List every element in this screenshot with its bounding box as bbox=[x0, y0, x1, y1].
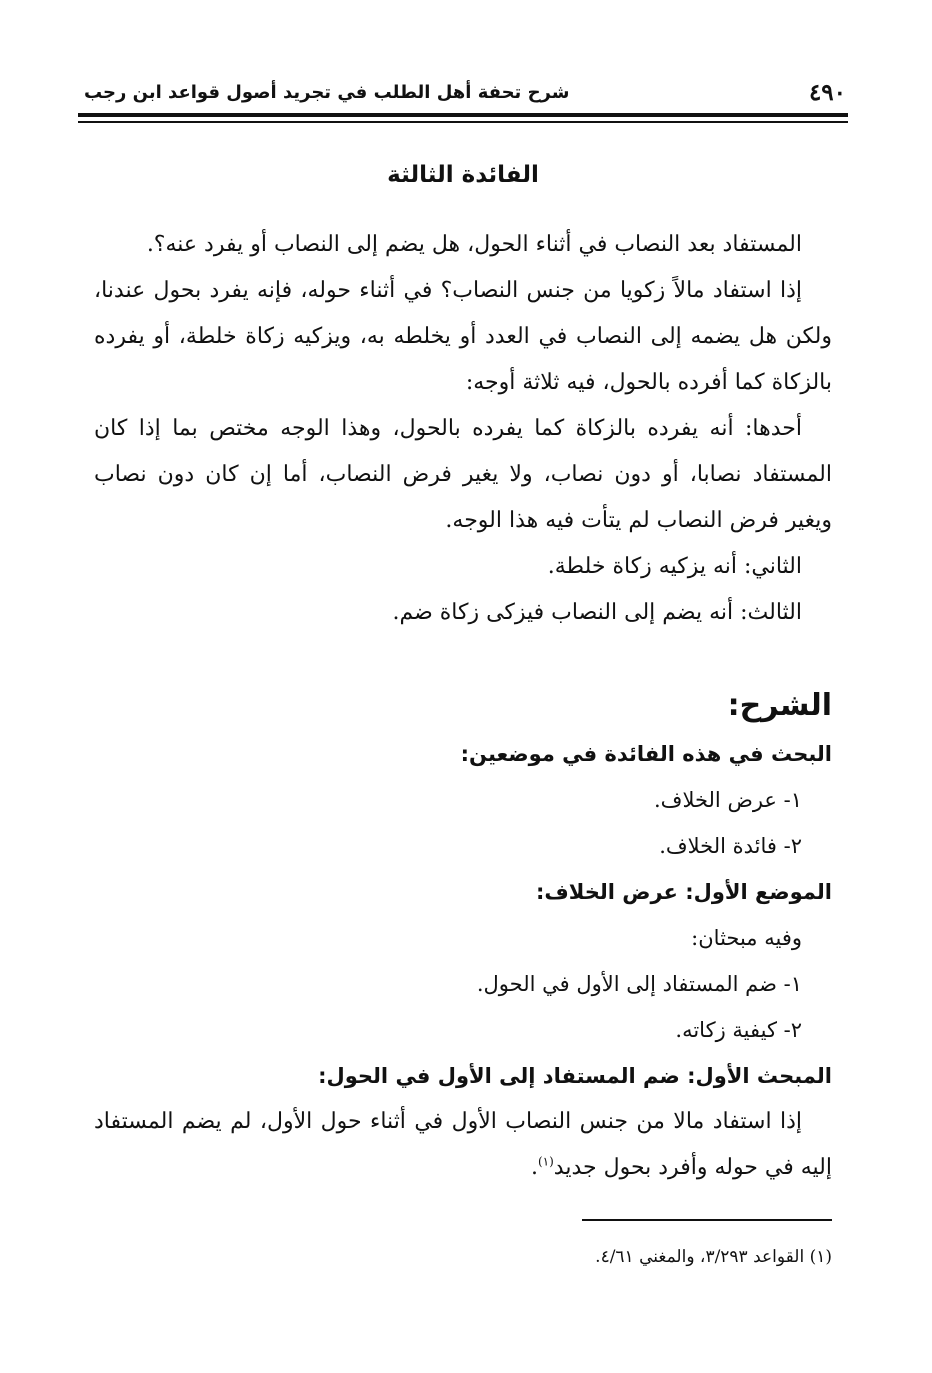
sub-intro: وفيه مبحثان: bbox=[691, 926, 802, 950]
subtopic-item: ١- ضم المستفاد إلى الأول في الحول. bbox=[476, 972, 802, 996]
intro-paragraph: إذا استفاد مالاً زكويا من جنس النصاب؟ في أثناء حوله، فإنه يفرد بحول عندنا، ولكن هل يضمه إلى النصاب في العدد أو يخلطه به، ويزكيه زكاة خلطة، أو يفرده بالزكاة كما أفرده بالحول، فيه ثلاثة أوجه: bbox=[94, 278, 832, 395]
first-topic-heading: الموضع الأول: عرض الخلاف: bbox=[535, 880, 832, 904]
footnote-marker: (١) bbox=[537, 1154, 554, 1169]
subtopic-item: ٢- كيفية زكاته. bbox=[675, 1018, 802, 1042]
header-rule-thin bbox=[78, 121, 848, 123]
page-header bbox=[84, 78, 846, 106]
first-sub-heading: المبحث الأول: ضم المستفاد إلى الأول في الحول: bbox=[318, 1064, 832, 1088]
section-title: الفائدة الثالثة bbox=[387, 162, 539, 188]
sharh-heading: الشرح: bbox=[727, 688, 832, 723]
first-view-paragraph: أحدها: أنه يفرده بالزكاة كما يفرده بالحول، وهذا الوجه مختص بما إذا كان المستفاد نصابا، أو دون نصاب، ولا يغير فرض النصاب، أما إن كان دون نصاب ويغير فرض النصاب لم يتأت فيه هذا الوجه. bbox=[94, 416, 832, 533]
page-number: ٤٩٠ bbox=[808, 78, 846, 106]
question-paragraph: المستفاد بعد النصاب في أثناء الحول، هل يضم إلى النصاب أو يفرد عنه؟. bbox=[146, 232, 802, 257]
final-paragraph bbox=[94, 1099, 832, 1191]
topic-item: ٢- فائدة الخلاف. bbox=[659, 834, 802, 858]
main-text bbox=[94, 150, 832, 1191]
final-period: . bbox=[530, 1155, 538, 1180]
footnote-rule bbox=[582, 1219, 832, 1221]
final-paragraph-text: إذا استفاد مالا من جنس النصاب الأول في أثناء حول الأول، لم يضم المستفاد إليه في حوله وأفرد بحول جديد bbox=[94, 1109, 832, 1180]
topics-heading: البحث في هذه الفائدة في موضعين: bbox=[460, 742, 832, 766]
second-view-paragraph: الثاني: أنه يزكيه زكاة خلطة. bbox=[547, 554, 802, 579]
third-view-paragraph: الثالث: أنه يضم إلى النصاب فيزكى زكاة ضم. bbox=[392, 600, 802, 625]
topic-item: ١- عرض الخلاف. bbox=[654, 788, 802, 812]
header-rule-thick bbox=[78, 113, 848, 117]
footnote: (١) القواعد ٣/٢٩٣، والمغني ٤/٦١. bbox=[595, 1247, 832, 1267]
running-title: شرح تحفة أهل الطلب في تجريد أصول قواعد ابن رجب bbox=[84, 81, 570, 103]
